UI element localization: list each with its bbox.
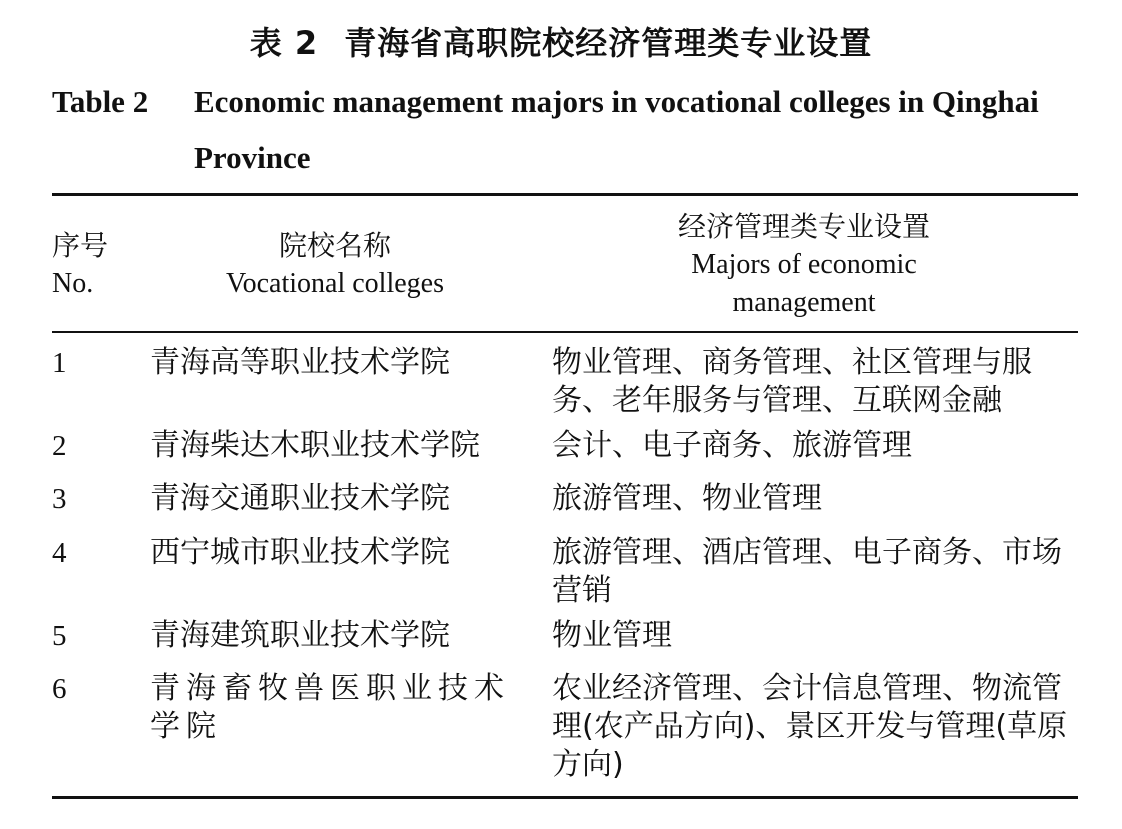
row-5-no: 5: [52, 620, 67, 652]
bottom-rule: [52, 796, 1078, 799]
header-majors-en-1: Majors of economic: [691, 249, 917, 280]
table-number-en: Table 2: [52, 84, 149, 119]
row-3-no: 3: [52, 483, 67, 515]
header-no-cn: 序号: [52, 229, 109, 262]
header-majors-cn: 经济管理类专业设置: [677, 210, 930, 243]
row-6-majors: 农业经济管理、会计信息管理、物流管理(农产品方向)、景区开发与管理(草原方向): [552, 671, 1068, 782]
header-college-cn: 院校名称: [278, 229, 391, 262]
row-3-college: 青海交通职业技术学院: [150, 481, 450, 516]
table-title-en-text: Economic management majors in vocational colleges in Qinghai Province: [194, 84, 1039, 175]
header-rule: [52, 331, 1078, 333]
row-1-no: 1: [52, 347, 67, 379]
header-no-en: No.: [52, 268, 94, 299]
table-title-cn: [0, 18, 1122, 64]
row-5-majors: 物业管理: [552, 618, 672, 653]
header-majors: [530, 208, 1078, 322]
header-college: [150, 227, 520, 303]
row-6-college: 青海畜牧兽医职业技术学院: [150, 671, 510, 744]
header-college-en: Vocational colleges: [226, 268, 444, 299]
table-title-cn-text: 青海省高职院校经济管理类专业设置: [344, 24, 873, 62]
row-3-majors: 旅游管理、物业管理: [552, 481, 822, 516]
row-4-majors: 旅游管理、酒店管理、电子商务、市场营销: [552, 535, 1062, 608]
top-rule: [52, 193, 1078, 196]
row-1-majors: 物业管理、商务管理、社区管理与服务、老年服务与管理、互联网金融: [552, 345, 1032, 418]
row-5-college: 青海建筑职业技术学院: [150, 618, 450, 653]
row-6-no: 6: [52, 673, 67, 705]
row-4-college: 西宁城市职业技术学院: [150, 535, 450, 570]
header-majors-en-2: management: [732, 287, 876, 318]
row-2-majors: 会计、电子商务、旅游管理: [552, 428, 912, 463]
table-number-cn: 表 2: [249, 24, 319, 62]
header-no: [52, 227, 142, 303]
row-2-college: 青海柴达木职业技术学院: [150, 428, 480, 463]
row-1-college: 青海高等职业技术学院: [150, 345, 450, 380]
row-2-no: 2: [52, 430, 67, 462]
row-4-no: 4: [52, 537, 67, 569]
